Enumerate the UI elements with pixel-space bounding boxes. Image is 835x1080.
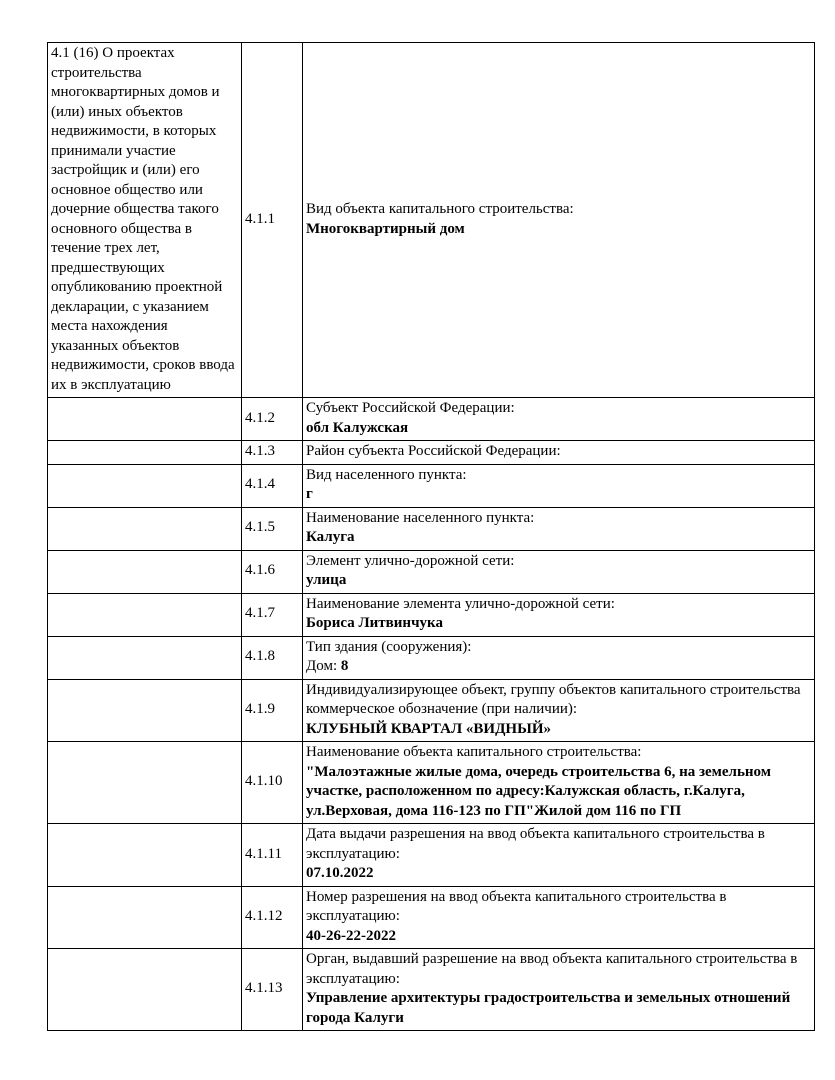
row-number: 4.1.10 bbox=[242, 742, 303, 824]
row-number: 4.1.8 bbox=[242, 636, 303, 679]
row-content-cell bbox=[303, 43, 815, 398]
field-value-text: 8 bbox=[340, 658, 349, 674]
field-value bbox=[306, 419, 810, 439]
empty-note-cell bbox=[48, 398, 242, 441]
table-row bbox=[48, 824, 815, 887]
row-number: 4.1.11 bbox=[242, 824, 303, 887]
project-declaration-table bbox=[47, 42, 815, 1031]
table-row bbox=[48, 507, 815, 550]
table-row bbox=[48, 398, 815, 441]
empty-note-cell bbox=[48, 679, 242, 742]
field-label: Вид населенного пункта: bbox=[306, 466, 467, 483]
row-content-cell bbox=[303, 550, 815, 593]
empty-note-cell bbox=[48, 742, 242, 824]
field-label: Наименование элемента улично-дорожной сети: bbox=[306, 595, 615, 612]
row-number: 4.1.9 bbox=[242, 679, 303, 742]
row-number: 4.1.3 bbox=[242, 441, 303, 465]
table-row bbox=[48, 886, 815, 949]
field-value bbox=[306, 220, 810, 240]
row-number: 4.1.1 bbox=[242, 43, 303, 398]
row-number: 4.1.5 bbox=[242, 507, 303, 550]
field-value-text: Управление архитектуры градостроительства и земельных отношений города Калуги bbox=[306, 990, 791, 1026]
table-body bbox=[48, 43, 815, 1031]
field-value bbox=[306, 571, 810, 591]
table-row bbox=[48, 43, 815, 398]
field-label: Дата выдачи разрешения на ввод объекта капитального строительства в эксплуатацию: bbox=[306, 826, 765, 862]
row-number: 4.1.13 bbox=[242, 949, 303, 1031]
table-row bbox=[48, 742, 815, 824]
field-value bbox=[306, 989, 810, 1028]
empty-note-cell bbox=[48, 464, 242, 507]
field-value-text: КЛУБНЫЙ КВАРТАЛ «ВИДНЫЙ» bbox=[306, 720, 551, 737]
field-value bbox=[306, 485, 810, 505]
row-content-cell bbox=[303, 507, 815, 550]
row-content-cell bbox=[303, 636, 815, 679]
field-value bbox=[306, 864, 810, 884]
field-label: Район субъекта Российской Федерации: bbox=[306, 443, 561, 459]
row-content-cell bbox=[303, 679, 815, 742]
field-value bbox=[306, 528, 810, 548]
row-content-cell bbox=[303, 464, 815, 507]
field-value bbox=[306, 614, 810, 634]
field-value bbox=[306, 657, 810, 677]
field-value-text: г bbox=[306, 486, 313, 502]
empty-note-cell bbox=[48, 824, 242, 887]
field-label: Номер разрешения на ввод объекта капитального строительства в эксплуатацию: bbox=[306, 888, 727, 924]
table-row bbox=[48, 441, 815, 465]
section-description-cell: 4.1 (16) О проектах строительства многоквартирных домов и (или) иных объектов недвижимости, в которых принимали участие застройщик и (или) его основное общество или дочерние общества такого основного общества в течение трех лет, предшествующих опубликованию проектной декларации, с указанием места нахождения указанных объектов недвижимости, сроков ввода их в эксплуатацию bbox=[48, 43, 242, 398]
row-number: 4.1.7 bbox=[242, 593, 303, 636]
field-value-text: улица bbox=[306, 572, 347, 588]
empty-note-cell bbox=[48, 949, 242, 1031]
empty-note-cell bbox=[48, 886, 242, 949]
field-value-text: Калуга bbox=[306, 529, 355, 545]
field-label: Субъект Российской Федерации: bbox=[306, 400, 515, 416]
field-label: Вид объекта капитального строительства: bbox=[306, 201, 574, 217]
field-value-text: "Малоэтажные жилые дома, очередь строительства 6, на земельном участке, расположенном по адресу:Калужская область, г.Калуга, ул.Верховая, дома 116-123 по ГП"Жилой дом 116 по ГП bbox=[306, 763, 771, 819]
field-label: Тип здания (сооружения): bbox=[306, 638, 472, 655]
field-label: Элемент улично-дорожной сети: bbox=[306, 552, 515, 569]
row-content-cell bbox=[303, 886, 815, 949]
field-value-text: 40-26-22-2022 bbox=[306, 927, 396, 944]
empty-note-cell bbox=[48, 593, 242, 636]
table-row bbox=[48, 949, 815, 1031]
row-content-cell bbox=[303, 824, 815, 887]
empty-note-cell bbox=[48, 507, 242, 550]
empty-note-cell bbox=[48, 636, 242, 679]
row-content-cell bbox=[303, 949, 815, 1031]
row-content-cell bbox=[303, 398, 815, 441]
field-value-prefix: Дом: bbox=[306, 658, 341, 674]
field-label: Орган, выдавший разрешение на ввод объекта капитального строительства в эксплуатацию: bbox=[306, 951, 798, 987]
empty-note-cell bbox=[48, 441, 242, 465]
field-label: Наименование населенного пункта: bbox=[306, 509, 535, 526]
field-value-text: обл Калужская bbox=[306, 419, 409, 436]
row-content-cell bbox=[303, 742, 815, 824]
row-content-cell bbox=[303, 441, 815, 465]
row-content-cell bbox=[303, 593, 815, 636]
row-number: 4.1.6 bbox=[242, 550, 303, 593]
field-value bbox=[306, 720, 810, 740]
row-number: 4.1.12 bbox=[242, 886, 303, 949]
table-row bbox=[48, 464, 815, 507]
table-row bbox=[48, 679, 815, 742]
table-row bbox=[48, 636, 815, 679]
table-row bbox=[48, 593, 815, 636]
field-value-text: Многоквартирный дом bbox=[306, 220, 465, 237]
field-label: Наименование объекта капитального строительства: bbox=[306, 744, 642, 760]
field-value-text: Бориса Литвинчука bbox=[306, 615, 443, 631]
field-value bbox=[306, 927, 810, 947]
field-label: Индивидуализирующее объект, группу объектов капитального строительства коммерческое обозначение (при наличии): bbox=[306, 681, 801, 717]
field-value-text: 07.10.2022 bbox=[306, 865, 374, 881]
empty-note-cell bbox=[48, 550, 242, 593]
table-row bbox=[48, 550, 815, 593]
row-number: 4.1.2 bbox=[242, 398, 303, 441]
field-value bbox=[306, 763, 810, 822]
row-number: 4.1.4 bbox=[242, 464, 303, 507]
